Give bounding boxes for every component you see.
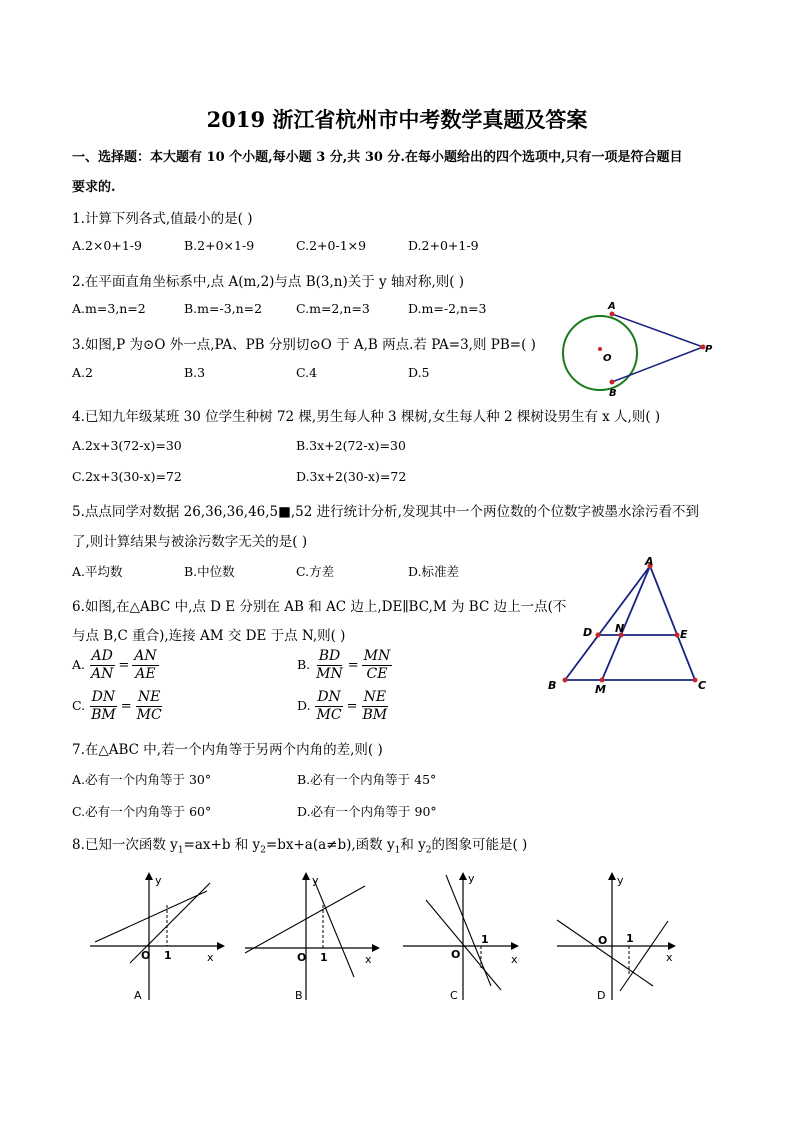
question-6-line2: 与点 B,C 重合),连接 AM 交 DE 于点 N,则( )	[72, 628, 346, 644]
label-c: C	[698, 679, 707, 692]
y-axis-arrow	[608, 872, 616, 880]
y-label: y	[155, 874, 162, 887]
point-b	[563, 678, 568, 683]
point-d	[596, 633, 601, 638]
label-b: B	[609, 388, 617, 399]
line-y1	[557, 920, 653, 986]
tick-1-label: 1	[320, 951, 328, 964]
q7-option-d: D.必有一个内角等于 90°	[297, 804, 437, 819]
center-o	[598, 347, 602, 351]
q5-option-d: D.标准差	[408, 564, 460, 579]
label-e: E	[680, 628, 688, 641]
question-6-line1: 6.如图,在△ABC 中,点 D E 分别在 AB 和 AC 边上,DE∥BC,M 为 BC 边上一点(不	[72, 599, 567, 615]
fraction-right: $\frac{NE}{BM}$	[362, 689, 388, 723]
fraction-right: $\frac{MN}{CE}$	[363, 648, 391, 682]
x-axis-arrow	[511, 942, 519, 950]
fraction-left: $\frac{BD}{MN}$	[316, 648, 343, 682]
graph-caption: A	[134, 989, 142, 1002]
q5-option-c: C.方差	[296, 564, 335, 579]
q8-graph-a	[85, 870, 225, 1005]
q4-option-b: B.3x+2(72-x)=30	[296, 438, 406, 453]
question-7-stem: 7.在△ABC 中,若一个内角等于另两个内角的差,则( )	[72, 742, 383, 758]
q2-option-b: B.m=-3,n=2	[184, 301, 263, 316]
tangent-pa	[612, 314, 703, 347]
segment-am	[602, 566, 650, 680]
q1-option-b: B.2+0×1-9	[184, 238, 255, 253]
q2-option-d: D.m=-2,n=3	[408, 301, 487, 316]
label-n: N	[615, 622, 625, 635]
q6-option-a: A. $\frac{AD}{AN}$ = $\frac{AN}{AE}$	[72, 648, 157, 682]
side-ab	[565, 566, 650, 680]
q7-option-c: C.必有一个内角等于 60°	[72, 804, 212, 819]
label-a: A	[645, 556, 654, 568]
q4-option-a: A.2x+3(72-x)=30	[72, 438, 182, 453]
tick-1-label: 1	[481, 933, 489, 946]
graph-caption: C	[450, 989, 458, 1002]
line-y2	[446, 875, 491, 986]
point-c	[693, 678, 698, 683]
q1-option-d: D.2+0+1-9	[408, 238, 479, 253]
point-a	[610, 312, 615, 317]
fraction-left: $\frac{DN}{BM}$	[91, 689, 116, 723]
x-axis-arrow	[217, 942, 225, 950]
section-header-line1: 一、选择题：本大题有 10 个小题,每小题 3 分,共 30 分.在每小题给出的四个选项中,只有一项是符合题目	[72, 150, 683, 165]
q2-option-c: C.m=2,n=3	[296, 301, 370, 316]
point-b	[610, 380, 615, 385]
x-label: x	[365, 953, 372, 966]
tick-1-label: 1	[164, 949, 172, 962]
x-label: x	[207, 951, 214, 964]
fraction-right: $\frac{NE}{MC}$	[136, 689, 162, 723]
q3-option-a: A.2	[72, 365, 93, 380]
y-axis-arrow	[459, 872, 467, 880]
line-y1	[95, 891, 207, 942]
question-8-stem: 8.已知一次函数 $y_1=ax+b$ 和 $y_2=bx+a(a\ne b)$,函数 $y_1$和 $y_2$的图象可能是( )	[72, 837, 528, 856]
tangent-pb	[612, 347, 703, 382]
q3-option-c: C.4	[296, 365, 318, 380]
label-b: B	[548, 679, 557, 692]
fraction-left: $\frac{AD}{AN}$	[91, 648, 114, 682]
y-label: y	[617, 874, 624, 887]
question-4-stem: 4.已知九年级某班 30 位学生种树 72 棵,男生每人种 3 棵树,女生每人种 2 棵树设男生有 x 人,则( )	[72, 409, 661, 425]
q3-option-d: D.5	[408, 365, 430, 380]
q1-option-a: A.2×0+1-9	[72, 238, 142, 253]
q7-option-b: B.必有一个内角等于 45°	[297, 772, 437, 787]
label-a: A	[608, 301, 616, 312]
q4-option-d: D.3x+2(30-x)=72	[296, 469, 407, 484]
graph-caption: D	[597, 989, 606, 1002]
q2-option-a: A.m=3,n=2	[72, 301, 146, 316]
graph-caption: B	[295, 989, 303, 1002]
section-header-line2: 要求的.	[72, 180, 116, 195]
page-title: 2019 浙江省杭州市中考数学真题及答案	[206, 107, 588, 132]
q3-option-b: B.3	[184, 365, 206, 380]
question-1-stem: 1.计算下列各式,值最小的是( )	[72, 211, 253, 227]
q3-circle-figure	[555, 296, 725, 402]
question-5-line2: 了,则计算结果与被涂污数字无关的是( )	[72, 534, 308, 550]
y-axis-arrow	[145, 872, 153, 880]
label-d: D	[583, 626, 593, 639]
x-label: x	[511, 953, 518, 966]
q8-graph-c	[398, 870, 538, 1005]
q6-option-d: D. $\frac{DN}{MC}$ = $\frac{NE}{BM}$	[297, 689, 388, 723]
question-3-stem: 3.如图,P 为⊙O 外一点,PA、PB 分别切⊙O 于 A,B 两点.若 PA=3,则 PB=( )	[72, 337, 536, 353]
origin-label: O	[598, 934, 608, 947]
q5-option-a: A.平均数	[72, 564, 123, 579]
y-label: y	[468, 872, 475, 885]
side-ac	[650, 566, 695, 680]
label-o: O	[603, 353, 612, 364]
point-e	[675, 633, 680, 638]
origin-label: O	[141, 949, 151, 962]
q1-option-c: C.2+0-1×9	[296, 238, 367, 253]
question-2-stem: 2.在平面直角坐标系中,点 A(m,2)与点 B(3,n)关于 y 轴对称,则( )	[72, 274, 465, 290]
origin-label: O	[297, 951, 307, 964]
y-axis-arrow	[302, 872, 310, 880]
q6-triangle-figure	[540, 556, 720, 696]
line-y1	[245, 886, 365, 953]
tick-1-label: 1	[626, 932, 634, 945]
point-m	[600, 678, 605, 683]
q7-option-a: A.必有一个内角等于 30°	[72, 772, 212, 787]
x-label: x	[666, 951, 673, 964]
fraction-left: $\frac{DN}{MC}$	[316, 689, 342, 723]
q4-option-c: C.2x+3(30-x)=72	[72, 469, 182, 484]
x-axis-arrow	[372, 944, 380, 952]
label-p: P	[705, 344, 713, 355]
origin-label: O	[451, 948, 461, 961]
y-label: y	[312, 874, 319, 887]
circle-o	[563, 316, 637, 390]
q8-graph-d	[552, 870, 692, 1005]
x-axis-arrow	[668, 942, 676, 950]
label-m: M	[595, 683, 606, 696]
fraction-right: $\frac{AN}{AE}$	[134, 648, 157, 682]
q6-option-c: C. $\frac{DN}{BM}$ = $\frac{NE}{MC}$	[72, 689, 162, 723]
q6-option-b: B. $\frac{BD}{MN}$ = $\frac{MN}{CE}$	[297, 648, 391, 682]
q5-option-b: B.中位数	[184, 564, 235, 579]
question-5-line1: 5.点点同学对数据 26,36,36,46,5■,52 进行统计分析,发现其中一个两位数的个位数字被墨水涂污看不到	[72, 504, 699, 520]
q8-graph-b	[240, 870, 380, 1005]
